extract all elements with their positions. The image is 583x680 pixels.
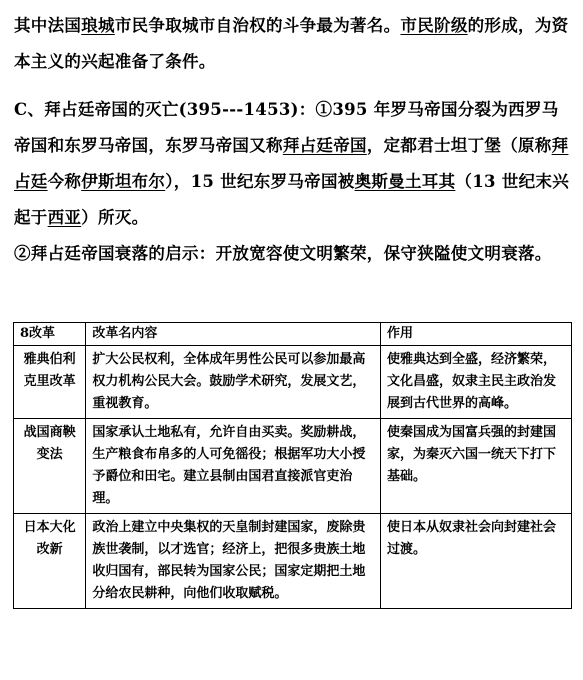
reform-content: 扩大公民权利，全体成年男性公民可以参加最高权力机构公民大会。鼓励学术研究，发展文艺，重视教育。	[86, 346, 381, 419]
text-segment: ），15 世纪东罗马帝国被	[165, 172, 355, 191]
underlined-term: 西亚	[47, 208, 82, 227]
reform-content: 国家承认土地私有，允许自由买卖。奖励耕战，生产粮食布帛多的人可免徭役；根据军功大小授予爵位和田宅。建立县制由国君直接派官吏治理。	[86, 419, 381, 514]
underlined-term: 琅城	[81, 16, 115, 35]
underlined-term: 奥斯曼土耳其	[354, 172, 456, 191]
text-segment: 今称	[47, 172, 82, 191]
table-row	[14, 514, 572, 609]
reform-name: 日本大化改新	[14, 514, 86, 609]
table-row	[14, 419, 572, 514]
paragraph-byzantine-lesson: ②拜占廷帝国衰落的启示：开放宽容使文明繁荣，保守狭隘使文明衰落。	[14, 244, 552, 263]
reform-table	[13, 322, 572, 609]
text-segment: （13 世纪末兴起于	[14, 172, 569, 227]
header-effect: 作用	[380, 323, 571, 346]
underlined-term: 拜占廷帝国	[282, 136, 367, 155]
reform-content: 政治上建立中央集权的天皇制封建国家，废除贵族世袭制，以才选官；经济上，把很多贵族土地收归国有，部民转为国家公民；国家定期把土地分给农民耕种，向他们收取赋税。	[86, 514, 381, 609]
text-segment: 其中法国	[14, 16, 82, 35]
table-header-row	[14, 323, 572, 346]
paragraph-city-autonomy	[14, 8, 574, 80]
reform-effect: 使秦国成为国富兵强的封建国家，为秦灭六国一统天下打下基础。	[380, 419, 571, 514]
underlined-term: 拜占廷	[14, 136, 569, 191]
reform-effect: 使日本从奴隶社会向封建社会过渡。	[380, 514, 571, 609]
underlined-term: 市民阶级	[400, 16, 468, 35]
paragraph-byzantine-fall	[14, 92, 574, 236]
text-segment: 的形成，为资本主义的兴起准备了条件。	[14, 16, 569, 71]
text-segment: ）所灭。	[81, 208, 149, 227]
table-row	[14, 346, 572, 419]
text-segment: ，定都君士坦丁堡（原称	[366, 136, 552, 155]
text-segment: C、拜占廷帝国的灭亡(395---1453)：①395 年罗马帝国分裂为西罗马帝国和东罗马帝国，东罗马帝国又称	[14, 100, 559, 155]
reform-name: 战国商鞅变法	[14, 419, 86, 514]
underlined-term: 伊斯坦布尔	[81, 172, 166, 191]
text-segment: 市民争取城市自治权的斗争最为著名。	[114, 16, 401, 35]
header-reform: 8改革	[14, 323, 86, 346]
reform-effect: 使雅典达到全盛，经济繁荣，文化昌盛，奴隶主民主政治发展到古代世界的高峰。	[380, 346, 571, 419]
header-content: 改革名内容	[86, 323, 381, 346]
reform-name: 雅典伯利克里改革	[14, 346, 86, 419]
